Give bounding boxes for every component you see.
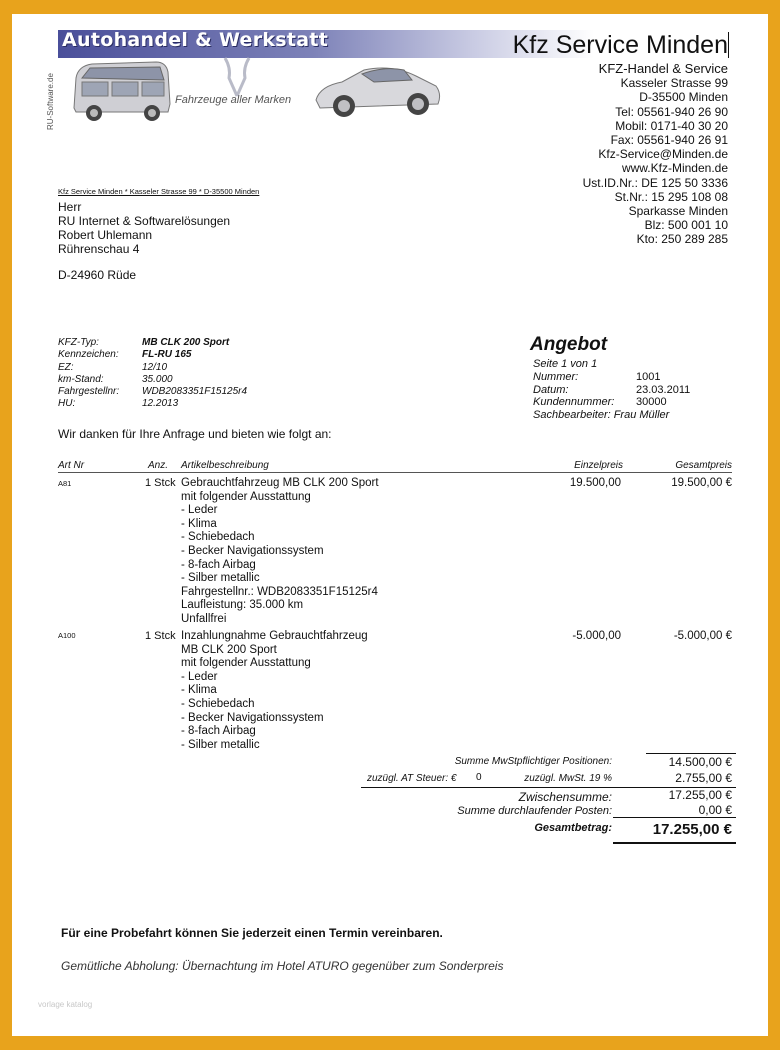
customer-number-label: Kundennummer: xyxy=(533,396,615,409)
vehicle-value: 35.000 xyxy=(142,373,173,385)
desc-line: MB CLK 200 Sport xyxy=(181,643,277,656)
vehicle-label: EZ: xyxy=(58,361,74,373)
vehicle-label: km-Stand: xyxy=(58,373,104,385)
grand-bottom-divider xyxy=(613,842,736,844)
car-image xyxy=(312,60,444,122)
address-line: Kfz-Service@Minden.de xyxy=(598,147,728,162)
company-name: Kfz Service Minden xyxy=(512,31,728,59)
vehicle-info xyxy=(58,337,247,411)
closing-note: Für eine Probefahrt können Sie jederzeit einen Termin vereinbaren. xyxy=(61,926,443,940)
desc-line: mit folgender Ausstattung xyxy=(181,657,311,670)
page-number: Seite 1 von 1 xyxy=(533,358,598,370)
item-description xyxy=(181,630,368,752)
item-qty: 1 Stck xyxy=(145,477,176,489)
at-tax-value: 0 xyxy=(476,772,482,783)
desc-line: Gebrauchtfahrzeug MB CLK 200 Sport xyxy=(181,477,379,489)
vehicle-value: MB CLK 200 Sport xyxy=(142,337,230,348)
header-total: Gesamtpreis xyxy=(675,460,732,471)
header-unit-price: Einzelpreis xyxy=(574,460,623,471)
at-tax-label: zuzügl. AT Steuer: € xyxy=(367,773,457,784)
offer-row xyxy=(533,371,690,384)
item-description xyxy=(181,477,379,627)
vehicle-row xyxy=(58,386,247,398)
recipient-line: Herr xyxy=(58,200,82,214)
document-page xyxy=(12,14,768,1036)
desc-line: - Schiebedach xyxy=(181,697,255,710)
address-line: Tel: 05561-940 26 90 xyxy=(615,104,728,119)
recipient-address xyxy=(58,200,230,256)
vehicle-label: HU: xyxy=(58,398,76,410)
recipient-line: Robert Uhlemann xyxy=(58,228,153,242)
van-image xyxy=(70,58,174,124)
item-unit-price: -5.000,00 xyxy=(572,630,621,642)
offer-number-label: Nummer: xyxy=(533,370,579,383)
intro-text: Wir danken für Ihre Anfrage und bieten wie folgt an: xyxy=(58,427,332,441)
desc-line: - 8-fach Airbag xyxy=(181,558,256,571)
offer-meta xyxy=(533,358,690,422)
address-line: www.Kfz-Minden.de xyxy=(621,161,728,176)
vehicle-row xyxy=(58,349,247,361)
clerk: Sachbearbeiter: Frau Müller xyxy=(533,409,670,422)
offer-row xyxy=(533,396,690,409)
vehicle-label: KFZ-Typ: xyxy=(58,337,99,348)
subtotal-value: 17.255,00 € xyxy=(668,788,732,802)
header-art-nr: Art Nr xyxy=(58,460,85,471)
desc-line: - Silber metallic xyxy=(181,572,260,585)
recipient-line: Rührenschau 4 xyxy=(58,242,140,256)
vehicle-value: 12.2013 xyxy=(142,398,179,410)
grand-top-divider xyxy=(613,817,736,818)
address-line: St.Nr.: 15 295 108 08 xyxy=(614,189,728,204)
desc-line: Unfallfrei xyxy=(181,612,227,625)
desc-line: mit folgender Ausstattung xyxy=(181,490,311,503)
offer-row xyxy=(533,384,690,397)
vehicle-value: 12/10 xyxy=(142,361,168,373)
offer-title: Angebot xyxy=(530,334,608,355)
desc-line: - Leder xyxy=(181,670,218,683)
item-art-nr: A81 xyxy=(58,479,72,488)
grand-total-label: Gesamtbetrag: xyxy=(534,822,612,834)
vehicle-row xyxy=(58,337,247,349)
recipient-line: RU Internet & Softwarelösungen xyxy=(58,214,231,228)
vat-value: 2.755,00 € xyxy=(675,771,732,785)
banner-title: Autohandel & Werkstatt xyxy=(62,29,329,51)
vat-label: zuzügl. MwSt. 19 % xyxy=(524,773,612,784)
vehicle-row xyxy=(58,362,247,374)
desc-line: - 8-fach Airbag xyxy=(181,725,256,738)
recipient-city: D-24960 Rüde xyxy=(58,268,137,282)
desc-line: Inzahlungnahme Gebrauchtfahrzeug xyxy=(181,630,368,642)
desc-line: - Klima xyxy=(181,517,217,530)
desc-line: Laufleistung: 35.000 km xyxy=(181,599,304,612)
totals-divider xyxy=(646,753,736,754)
slogan: Fahrzeuge aller Marken xyxy=(175,94,292,106)
company-address xyxy=(583,62,728,247)
vehicle-label: Kennzeichen: xyxy=(58,349,119,361)
wrench-logo-icon xyxy=(217,54,257,98)
desc-line: - Klima xyxy=(181,684,217,697)
offer-date-label: Datum: xyxy=(533,383,569,396)
item-art-nr: A100 xyxy=(58,631,76,640)
desc-line: - Silber metallic xyxy=(181,738,260,751)
address-line: Ust.ID.Nr.: DE 125 50 3336 xyxy=(582,175,728,190)
vehicle-label: Fahrgestellnr: xyxy=(58,386,120,398)
address-line: KFZ-Handel & Service xyxy=(598,61,728,76)
vertical-text: RU-Software.de xyxy=(46,73,55,130)
watermark: vorlage katalog xyxy=(38,1000,93,1009)
offer-date: 23.03.2011 xyxy=(636,383,691,396)
divider xyxy=(728,32,729,58)
desc-line: Fahrgestellnr.: WDB2083351F15125r4 xyxy=(181,585,378,598)
address-line: D-35500 Minden xyxy=(639,90,728,105)
customer-number: 30000 xyxy=(636,396,667,409)
offer-number: 1001 xyxy=(636,370,661,383)
taxable-label: Summe MwStpflichtiger Positionen: xyxy=(454,756,612,767)
vehicle-value: WDB2083351F15125r4 xyxy=(142,386,248,398)
desc-line: - Schiebedach xyxy=(181,531,255,544)
desc-line: - Leder xyxy=(181,504,218,517)
address-line: Sparkasse Minden xyxy=(628,204,728,219)
header-qty: Anz. xyxy=(148,460,169,471)
vehicle-row xyxy=(58,374,247,386)
vehicle-row xyxy=(58,398,247,410)
address-line: Kasseler Strasse 99 xyxy=(620,76,728,91)
item-total: 19.500,00 € xyxy=(671,477,732,489)
address-line: Mobil: 0171-40 30 20 xyxy=(615,118,728,133)
vehicle-value: FL-RU 165 xyxy=(142,349,192,361)
taxable-value: 14.500,00 € xyxy=(668,755,732,769)
item-unit-price: 19.500,00 xyxy=(569,477,621,489)
address-line: Fax: 05561-940 26 91 xyxy=(610,133,728,148)
header-description: Artikelbeschreibung xyxy=(181,460,269,471)
header-divider xyxy=(58,472,732,473)
item-qty: 1 Stck xyxy=(145,630,176,642)
desc-line: - Becker Navigationssystem xyxy=(181,711,324,724)
item-total: -5.000,00 € xyxy=(673,630,732,642)
transit-label: Summe durchlaufender Posten: xyxy=(457,805,612,817)
address-line: Blz: 500 001 10 xyxy=(644,218,728,233)
address-line: Kto: 250 289 285 xyxy=(636,232,728,247)
transit-value: 0,00 € xyxy=(698,803,732,817)
subtotal-label: Zwischensumme: xyxy=(518,790,612,804)
closing-offer: Gemütliche Abholung: Übernachtung im Hotel ATURO gegenüber zum Sonderpreis xyxy=(61,959,504,973)
desc-line: - Becker Navigationssystem xyxy=(181,544,324,557)
sender-line: Kfz Service Minden * Kasseler Strasse 99 * D-35500 Minden xyxy=(58,187,260,196)
grand-total-value: 17.255,00 € xyxy=(652,821,732,838)
